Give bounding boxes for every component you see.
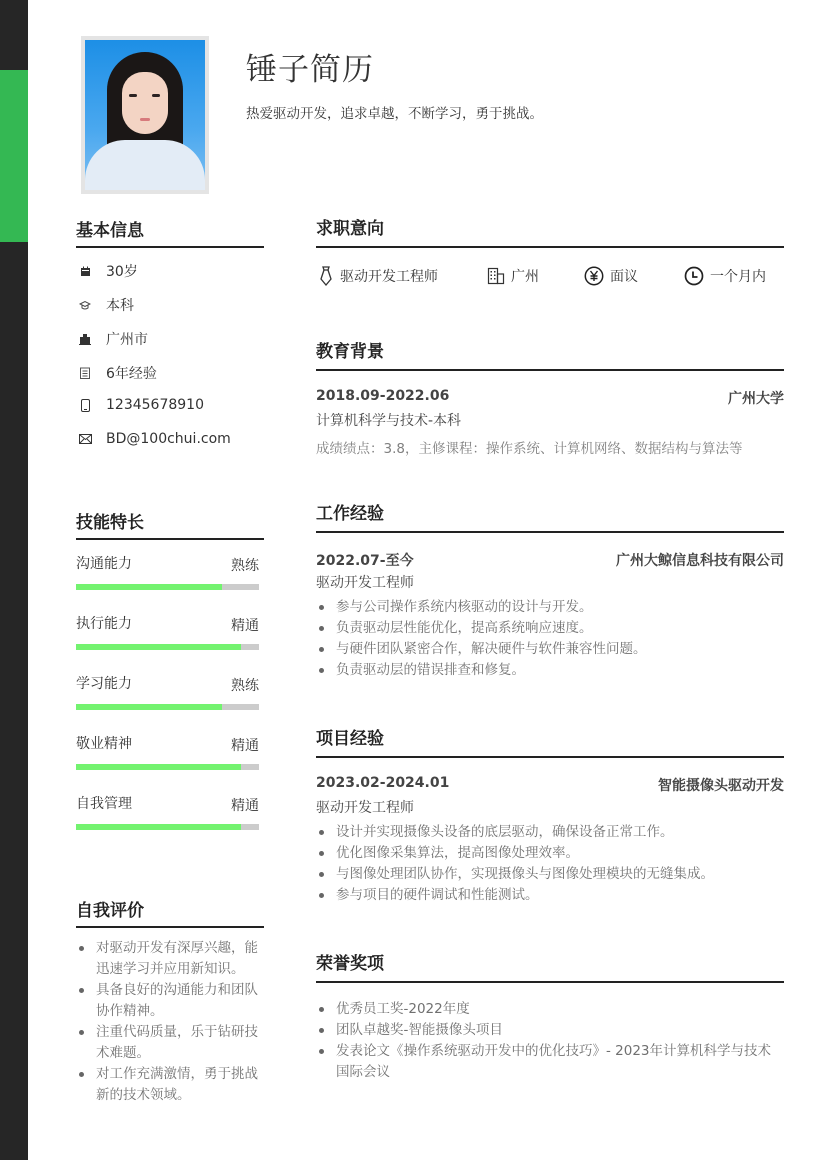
skill-item: [76, 733, 259, 770]
divider: [76, 246, 264, 248]
skill-item: [76, 553, 259, 590]
skill-level: 精通: [231, 738, 259, 754]
intent-availability: [684, 266, 766, 286]
info-experience: [78, 363, 157, 383]
info-text: 30岁: [106, 264, 138, 280]
basic-info-title: 基本信息: [76, 221, 144, 241]
intent-text: 驱动开发工程师: [340, 269, 438, 285]
intent-position: [318, 266, 438, 286]
yen-icon: [584, 266, 604, 286]
info-degree: [78, 295, 134, 315]
work-header: [316, 550, 784, 570]
skill-bar: [76, 704, 259, 710]
skill-bar-fill: [76, 704, 222, 710]
project-header: [316, 775, 784, 795]
clipboard-icon: [78, 366, 92, 380]
divider: [76, 538, 264, 540]
info-city: [78, 329, 148, 349]
skill-bar-fill: [76, 644, 241, 650]
skill-item: [76, 673, 259, 710]
skill-bar: [76, 764, 259, 770]
divider: [316, 246, 784, 248]
skill-level: 熟练: [231, 558, 259, 574]
info-phone: [78, 397, 204, 413]
honors-title: 荣誉奖项: [316, 954, 384, 974]
phone-icon: [78, 398, 92, 412]
skill-bar-fill: [76, 824, 241, 830]
skill-bar: [76, 644, 259, 650]
clock-icon: [684, 266, 704, 286]
graduation-cap-icon: [78, 298, 92, 312]
info-age: [78, 261, 138, 281]
education-period: 2018.09-2022.06: [316, 388, 450, 404]
self-eval-list: [76, 938, 271, 1106]
skill-item: [76, 793, 259, 830]
work-role: 驱动开发工程师: [316, 575, 414, 591]
mail-icon: [78, 432, 92, 446]
skill-bar-fill: [76, 764, 241, 770]
profile-photo: [81, 36, 209, 194]
list-item: 优化图像采集算法，提高图像处理效率。: [316, 843, 786, 864]
list-item: 参与公司操作系统内核驱动的设计与开发。: [316, 597, 786, 618]
skill-bar-fill: [76, 584, 222, 590]
skill-level: 熟练: [231, 678, 259, 694]
project-name: 智能摄像头驱动开发: [658, 778, 784, 794]
skill-level: 精通: [231, 798, 259, 814]
honors-list: [316, 999, 784, 1083]
info-email: [78, 431, 231, 447]
job-intent-title: 求职意向: [316, 219, 384, 239]
education-major: 计算机科学与技术-本科: [316, 413, 462, 429]
project-duties-list: [316, 822, 786, 906]
project-title: 项目经验: [316, 729, 384, 749]
divider: [76, 926, 264, 928]
project-role: 驱动开发工程师: [316, 800, 414, 816]
list-item: 对驱动开发有深厚兴趣，能迅速学习并应用新知识。: [76, 938, 271, 980]
list-item: 对工作充满激情，勇于挑战新的技术领域。: [76, 1064, 271, 1106]
divider: [316, 756, 784, 758]
intent-text: 面议: [610, 269, 638, 285]
info-text: 本科: [106, 298, 134, 314]
resume-title: 锤子简历: [246, 52, 374, 88]
intent-text: 广州: [511, 269, 539, 285]
skill-item: [76, 613, 259, 650]
divider: [316, 369, 784, 371]
list-item: 设计并实现摄像头设备的底层驱动，确保设备正常工作。: [316, 822, 786, 843]
building-icon: [78, 332, 92, 346]
education-header: [316, 388, 784, 408]
divider: [316, 531, 784, 533]
list-item: 与硬件团队紧密合作，解决硬件与软件兼容性问题。: [316, 639, 786, 660]
list-item: 团队卓越奖-智能摄像头项目: [316, 1020, 784, 1041]
info-text: 广州市: [106, 332, 148, 348]
work-period: 2022.07-至今: [316, 553, 414, 569]
list-item: 具备良好的沟通能力和团队协作精神。: [76, 980, 271, 1022]
intent-salary: [584, 266, 638, 286]
education-school: 广州大学: [728, 391, 784, 407]
tie-icon: [318, 266, 334, 286]
list-item: 与图像处理团队协作，实现摄像头与图像处理模块的无缝集成。: [316, 864, 786, 885]
divider: [316, 981, 784, 983]
list-item: 参与项目的硬件调试和性能测试。: [316, 885, 786, 906]
skill-name: 敬业精神: [76, 736, 132, 752]
intent-city: [487, 266, 539, 286]
education-title: 教育背景: [316, 342, 384, 362]
work-title: 工作经验: [316, 504, 384, 524]
skill-bar: [76, 584, 259, 590]
sidebar-accent-bar: [0, 70, 28, 242]
skill-name: 执行能力: [76, 616, 132, 632]
list-item: 注重代码质量，乐于钻研技术难题。: [76, 1022, 271, 1064]
skill-name: 沟通能力: [76, 556, 132, 572]
calendar-icon: [78, 264, 92, 278]
skill-name: 自我管理: [76, 796, 132, 812]
info-text: BD@100chui.com: [106, 431, 231, 447]
skill-bar: [76, 824, 259, 830]
list-item: 优秀员工奖-2022年度: [316, 999, 784, 1020]
project-period: 2023.02-2024.01: [316, 775, 450, 791]
work-duties-list: [316, 597, 786, 681]
office-building-icon: [487, 267, 505, 285]
intent-text: 一个月内: [710, 269, 766, 285]
skill-level: 精通: [231, 618, 259, 634]
motto: 热爱驱动开发，追求卓越，不断学习，勇于挑战。: [246, 106, 543, 122]
skills-title: 技能特长: [76, 513, 144, 533]
skill-name: 学习能力: [76, 676, 132, 692]
info-text: 6年经验: [106, 366, 157, 382]
list-item: 负责驱动层性能优化，提高系统响应速度。: [316, 618, 786, 639]
info-text: 12345678910: [106, 397, 204, 413]
list-item: 负责驱动层的错误排查和修复。: [316, 660, 786, 681]
work-company: 广州大鲸信息科技有限公司: [616, 553, 784, 569]
education-detail: 成绩绩点：3.8，主修课程：操作系统、计算机网络、数据结构与算法等: [316, 441, 743, 457]
self-eval-title: 自我评价: [76, 901, 144, 921]
list-item: 发表论文《操作系统驱动开发中的优化技巧》- 2023年计算机科学与技术国际会议: [316, 1041, 784, 1083]
